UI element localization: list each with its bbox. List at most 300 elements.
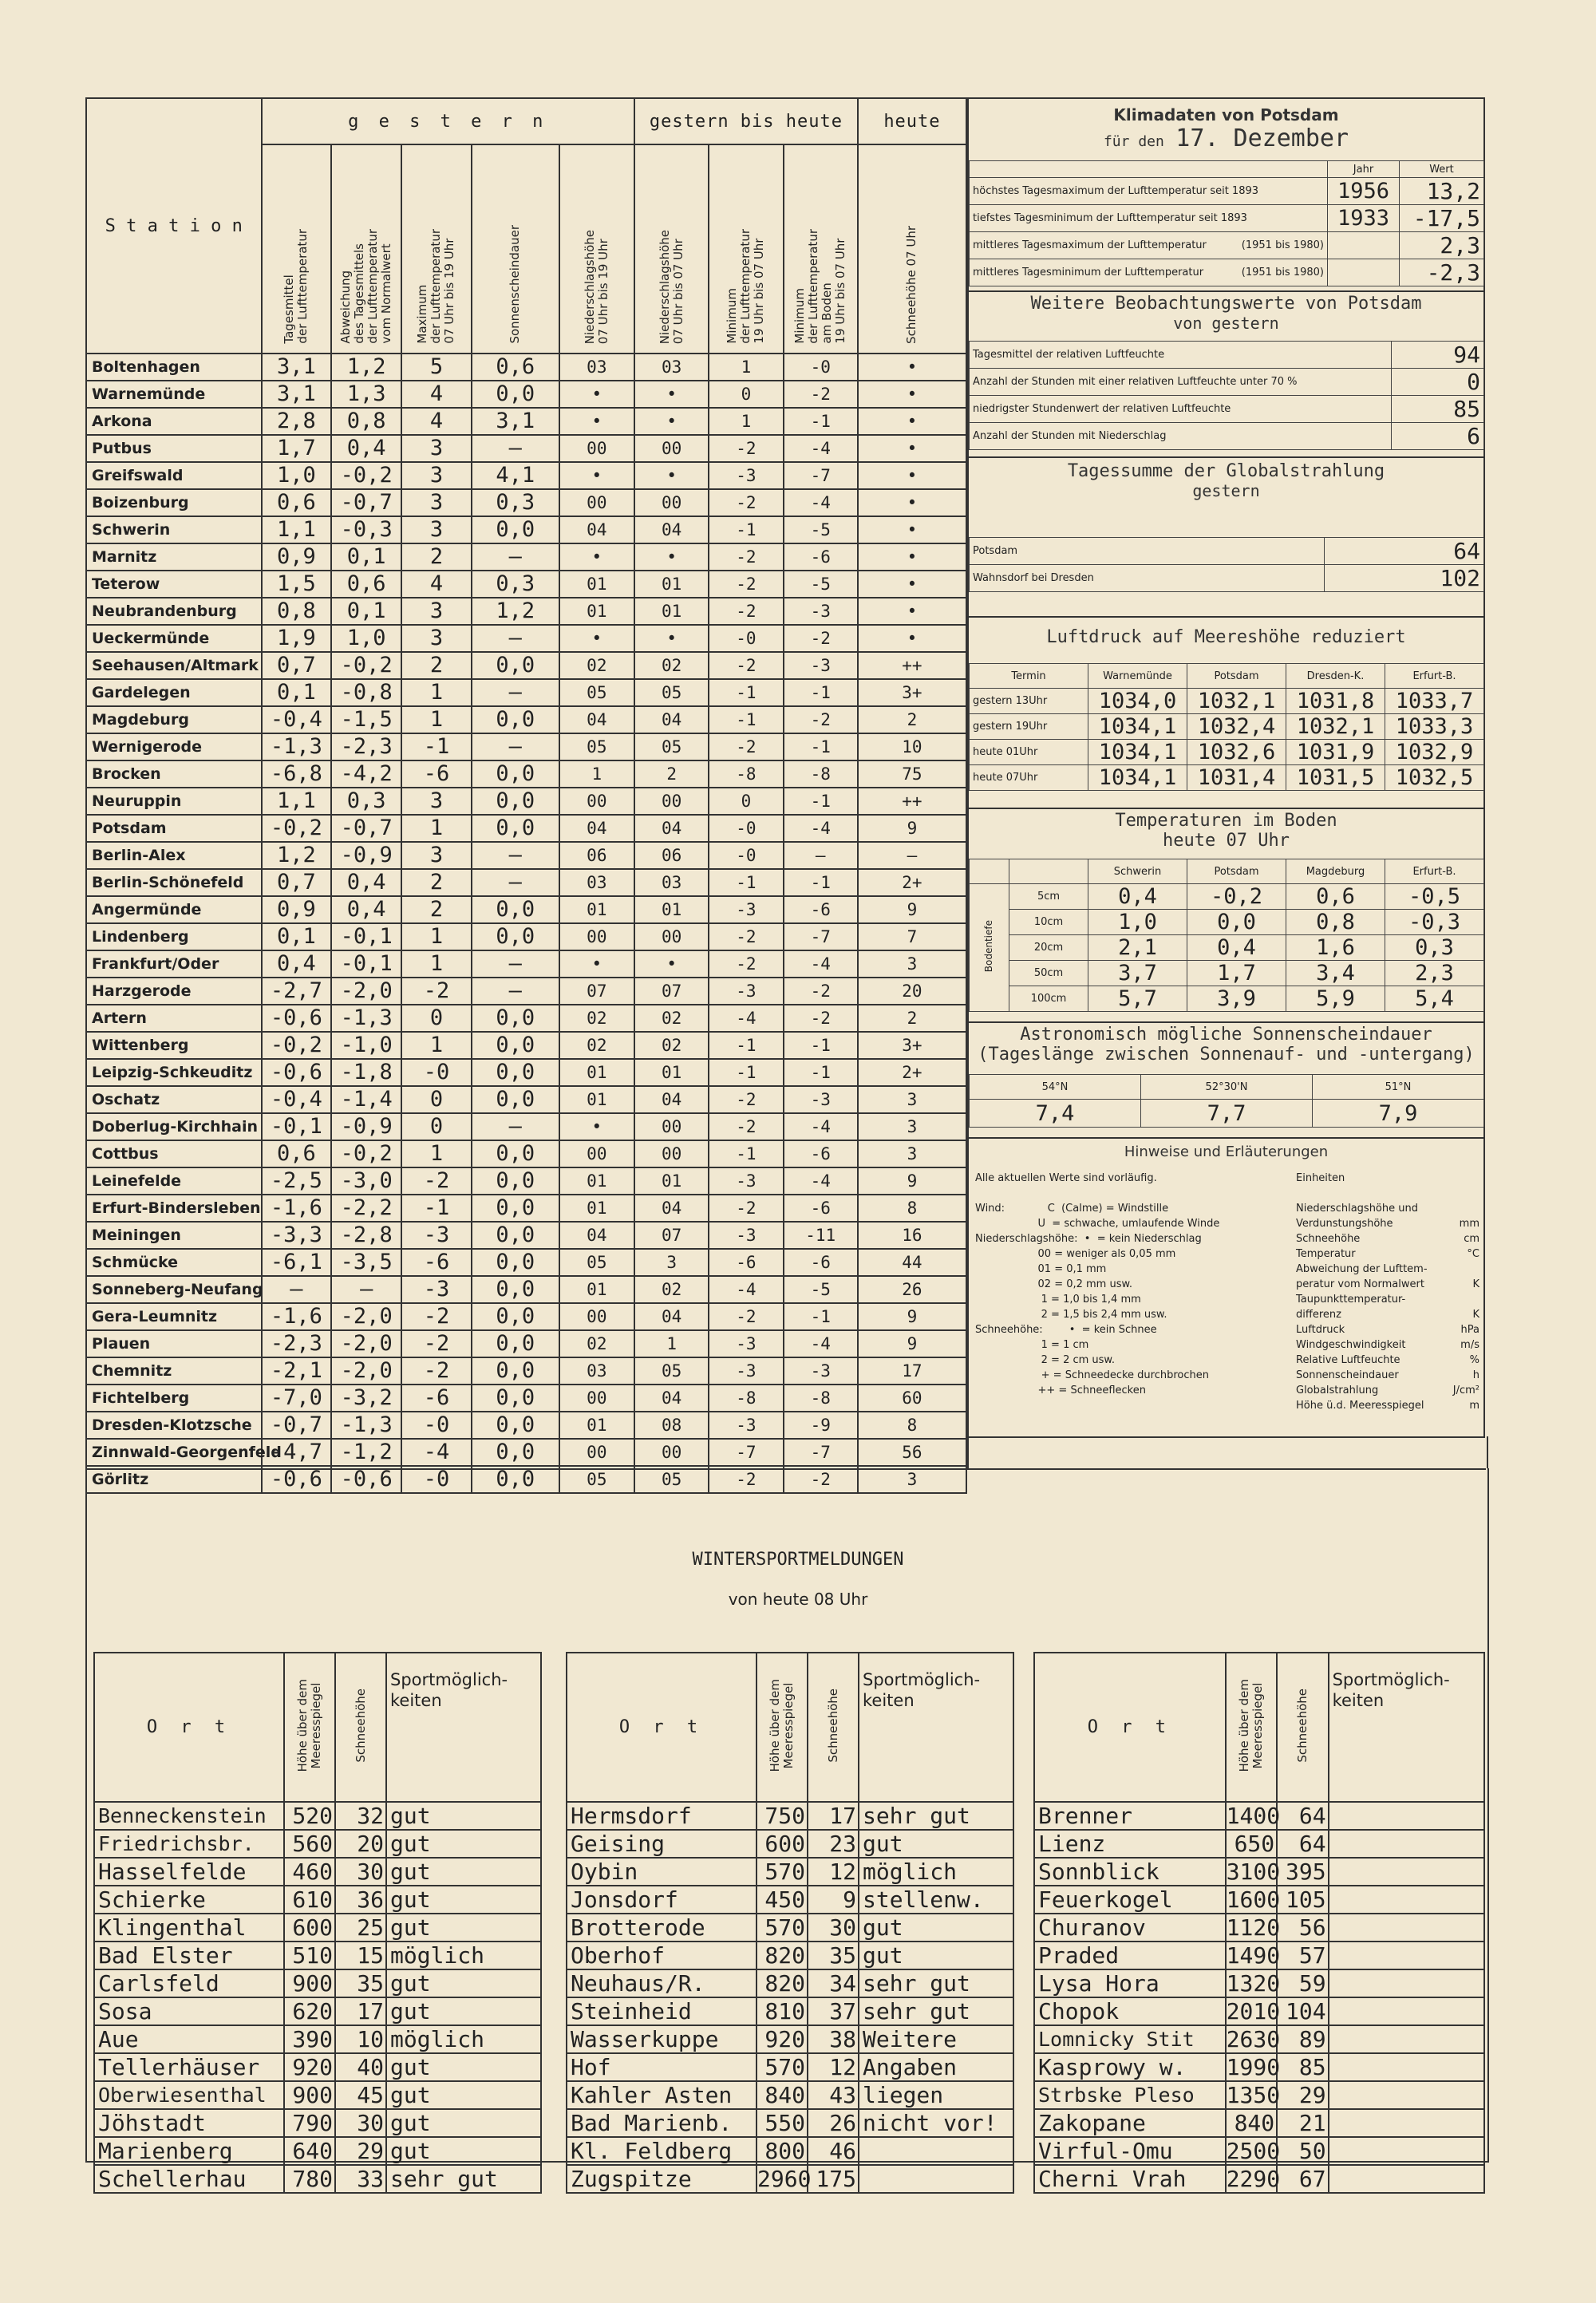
station-value: • — [634, 543, 709, 571]
table-row — [86, 896, 966, 923]
station-value: 02 — [634, 1276, 709, 1303]
winter-col-ort: O r t — [567, 1653, 757, 1802]
station-name: Erfurt-Bindersleben — [86, 1195, 262, 1222]
winter-sport: sehr gut — [859, 1969, 1013, 1997]
column-header-label: Niederschlagshöhe 07 Uhr bis 19 Uhr — [582, 229, 610, 344]
station-value: -0,2 — [331, 462, 401, 489]
station-value: — — [472, 869, 559, 896]
station-value: 4 — [401, 571, 472, 598]
weitere-table — [969, 341, 1484, 450]
winter-schnee: 50 — [1277, 2137, 1328, 2165]
station-value: 05 — [559, 1466, 634, 1493]
station-value: -1 — [784, 869, 858, 896]
winter-col-ort: O r t — [1034, 1653, 1226, 1802]
station-value: 10 — [858, 733, 966, 760]
boden-value: 1,7 — [1187, 961, 1286, 986]
station-value: -1 — [401, 1195, 472, 1222]
station-name: Angermünde — [86, 896, 262, 923]
table-row — [86, 598, 966, 625]
station-value: 00 — [559, 1140, 634, 1167]
station-name: Oschatz — [86, 1086, 262, 1113]
hinweise-line: 1 = 1 cm — [975, 1339, 1089, 1351]
station-value: -2 — [784, 1466, 858, 1493]
sonnen-value: 7,4 — [970, 1100, 1141, 1128]
winter-sport: gut — [859, 1914, 1013, 1942]
einheit-label: Luftdruck — [1296, 1324, 1345, 1336]
station-value: 3 — [401, 842, 472, 869]
station-value: 01 — [559, 1276, 634, 1303]
winter-ort: Tellerhäuser — [94, 2053, 284, 2081]
station-value: 08 — [634, 1412, 709, 1439]
winter-hoehe: 610 — [284, 1886, 335, 1914]
luftdruck-value: 1033,3 — [1385, 714, 1484, 740]
station-value: 0 — [401, 1113, 472, 1140]
luftdruck-header: Potsdam — [1187, 664, 1286, 689]
column-header-3 — [401, 144, 472, 354]
winter-sport: sehr gut — [859, 1802, 1013, 1830]
einheit-row — [1296, 1307, 1479, 1322]
table-row — [86, 462, 966, 489]
station-value: 00 — [634, 1439, 709, 1466]
station-value: 0,1 — [331, 598, 401, 625]
winter-hoehe: 390 — [284, 2025, 335, 2053]
table-row — [567, 1830, 1013, 1858]
station-value: • — [559, 462, 634, 489]
station-value: -1,5 — [331, 706, 401, 733]
station-value: 1 — [401, 923, 472, 950]
einheit-unit: K — [1472, 1278, 1479, 1290]
station-value: 75 — [858, 760, 966, 788]
station-value: 0,0 — [472, 1357, 559, 1385]
station-value: — — [262, 1276, 332, 1303]
station-value: 0,6 — [331, 571, 401, 598]
winter-ort: Hof — [567, 2053, 757, 2081]
station-value: 03 — [634, 354, 709, 381]
station-value: 0,0 — [472, 896, 559, 923]
station-value: -0,1 — [331, 923, 401, 950]
station-value: 56 — [858, 1439, 966, 1466]
winter-schnee: 67 — [1277, 2165, 1328, 2193]
station-value: -2 — [709, 543, 783, 571]
station-value: -6 — [784, 896, 858, 923]
station-value: • — [858, 571, 966, 598]
station-value: -0,7 — [331, 489, 401, 516]
luftdruck-value: 1034,0 — [1088, 689, 1187, 714]
station-value: 1,0 — [331, 625, 401, 652]
column-header-1 — [262, 144, 332, 354]
winter-schnee: 35 — [335, 1969, 386, 1997]
winter-ort: Praded — [1034, 1942, 1226, 1969]
einheit-row — [1296, 1231, 1479, 1246]
winter-sport — [1329, 1830, 1484, 1858]
station-value: -3,0 — [331, 1167, 401, 1195]
station-value: -8 — [709, 1385, 783, 1412]
table-row — [86, 1140, 966, 1167]
boden-side-text: Bodentiefe — [983, 919, 994, 973]
winter-ort: Steinheid — [567, 1997, 757, 2025]
winter-hoehe: 820 — [757, 1942, 808, 1969]
station-value: 04 — [634, 516, 709, 543]
table-row — [567, 1914, 1013, 1942]
station-value: -2,5 — [262, 1167, 332, 1195]
station-value: -2,3 — [331, 733, 401, 760]
einheit-unit: °C — [1467, 1248, 1479, 1260]
station-value: -1,2 — [331, 1439, 401, 1466]
winter-col-hoehe — [284, 1653, 335, 1802]
table-row — [86, 1195, 966, 1222]
station-value: 2 — [634, 760, 709, 788]
winter-ort: Aue — [94, 2025, 284, 2053]
winter-schnee: 36 — [335, 1886, 386, 1914]
winter-sport — [1329, 1886, 1484, 1914]
station-value: — — [472, 679, 559, 706]
station-value: — — [472, 842, 559, 869]
station-value: -3 — [709, 896, 783, 923]
station-value: 1,7 — [262, 435, 332, 462]
table-row — [1034, 2137, 1484, 2165]
station-value: — — [472, 733, 559, 760]
winter-hoehe: 570 — [757, 1858, 808, 1886]
station-value: 0,0 — [472, 516, 559, 543]
einheit-row — [1296, 1216, 1479, 1231]
winter-schnee: 23 — [808, 1830, 859, 1858]
station-value: • — [634, 381, 709, 408]
winter-schnee: 46 — [808, 2137, 859, 2165]
table-row — [86, 1167, 966, 1195]
station-value: -1,6 — [262, 1303, 332, 1330]
winter-sport: gut — [859, 1942, 1013, 1969]
station-value: — — [472, 435, 559, 462]
station-value: 0,3 — [331, 788, 401, 815]
station-value: 1 — [709, 354, 783, 381]
weitere-value: 0 — [1392, 369, 1484, 396]
hinweise-left-notes — [975, 1171, 1302, 1398]
station-value: 0,0 — [472, 788, 559, 815]
boden-box — [967, 808, 1485, 1023]
hinweise-line: Wind: C (Calme) = Windstille — [975, 1203, 1169, 1215]
station-value: -0,2 — [331, 1140, 401, 1167]
winter-hoehe: 920 — [284, 2053, 335, 2081]
station-value: 3+ — [858, 679, 966, 706]
station-value: 0,3 — [472, 489, 559, 516]
station-name: Neubrandenburg — [86, 598, 262, 625]
station-value: 00 — [559, 489, 634, 516]
luftdruck-termin: heute 07Uhr — [970, 765, 1088, 791]
station-value: 3,1 — [262, 381, 332, 408]
table-row — [94, 1830, 541, 1858]
station-value: 3 — [634, 1249, 709, 1276]
station-value: -3 — [784, 1357, 858, 1385]
boden-depth: 100cm — [1009, 986, 1088, 1012]
weitere-label: niedrigster Stundenwert der relativen Luftfeuchte — [970, 396, 1392, 423]
station-name: Chemnitz — [86, 1357, 262, 1385]
winter-schnee: 34 — [808, 1969, 859, 1997]
station-value: — — [472, 625, 559, 652]
station-value: • — [858, 598, 966, 625]
station-value: -4 — [784, 435, 858, 462]
station-value: -3,3 — [262, 1222, 332, 1249]
table-row — [94, 2081, 541, 2109]
station-value: -3 — [709, 978, 783, 1005]
station-value: -0,6 — [262, 1005, 332, 1032]
station-value: -2,0 — [331, 1303, 401, 1330]
station-value: -4 — [401, 1439, 472, 1466]
winter-col-schnee-label: Schneehöhe — [353, 1689, 368, 1763]
einheit-label: Abweichung der Lufttem- — [1296, 1263, 1428, 1275]
luftdruck-header: Dresden-K. — [1286, 664, 1385, 689]
group-header-gestern-bis-heute: gestern bis heute — [634, 98, 858, 144]
luftdruck-value: 1032,4 — [1187, 714, 1286, 740]
column-header-label: Minimum der Lufttemperatur am Boden 19 Uhr bis 07 Uhr — [792, 229, 848, 344]
station-value: -2 — [709, 1466, 783, 1493]
station-value: 0,0 — [472, 1330, 559, 1357]
station-value: -1,4 — [331, 1086, 401, 1113]
station-value: 05 — [634, 1357, 709, 1385]
wintersport-title: WINTERSPORTMELDUNGEN — [692, 1550, 904, 1570]
station-value: 0,0 — [472, 1140, 559, 1167]
winter-ort: Sonnblick — [1034, 1858, 1226, 1886]
station-value: -8 — [784, 1385, 858, 1412]
table-row — [567, 1858, 1013, 1886]
winter-schnee: 64 — [1277, 1830, 1328, 1858]
station-value: -3 — [401, 1222, 472, 1249]
klima-jahr — [1328, 259, 1400, 286]
boden-value: 0,3 — [1385, 935, 1484, 961]
table-row — [567, 2165, 1013, 2193]
station-name: Frankfurt/Oder — [86, 950, 262, 978]
table-row — [970, 765, 1484, 791]
einheiten-title: Einheiten — [1296, 1172, 1345, 1184]
station-value: 07 — [634, 978, 709, 1005]
winter-hoehe: 900 — [284, 1969, 335, 1997]
station-value: -7 — [784, 1439, 858, 1466]
station-value: 5 — [401, 354, 472, 381]
boden-depth: 5cm — [1009, 884, 1088, 910]
winter-schnee: 21 — [1277, 2109, 1328, 2137]
einheit-label: Relative Luftfeuchte — [1296, 1354, 1400, 1366]
klima-period: (1951 bis 1980) — [1241, 267, 1324, 278]
station-value: -7 — [784, 462, 858, 489]
station-value: — — [858, 842, 966, 869]
klima-wert: 13,2 — [1400, 178, 1484, 205]
winter-hoehe: 920 — [757, 2025, 808, 2053]
group-header-gestern: g e s t e r n — [262, 98, 635, 144]
station-value: • — [559, 1113, 634, 1140]
table-row — [86, 842, 966, 869]
weitere-subtitle: von gestern — [1173, 314, 1279, 333]
boden-header: Magdeburg — [1286, 859, 1385, 884]
boden-value: 0,6 — [1286, 884, 1385, 910]
station-value: 3 — [858, 1466, 966, 1493]
station-value: 1 — [709, 408, 783, 435]
station-value: -4 — [784, 489, 858, 516]
table-row — [970, 910, 1484, 935]
column-header-6 — [634, 144, 709, 354]
boden-subtitle: heute 07 Uhr — [1163, 831, 1290, 851]
station-value: -2,1 — [262, 1357, 332, 1385]
winter-hoehe: 640 — [284, 2137, 335, 2165]
boden-value: 5,4 — [1385, 986, 1484, 1012]
station-value: 0,9 — [262, 543, 332, 571]
winter-sport — [1329, 2137, 1484, 2165]
station-value: -2 — [709, 950, 783, 978]
wintersport-table-2 — [566, 1652, 1014, 2194]
luftdruck-value: 1032,6 — [1187, 740, 1286, 765]
table-row — [94, 2137, 541, 2165]
station-value: 0,0 — [472, 1412, 559, 1439]
boden-value: 2,3 — [1385, 961, 1484, 986]
boden-value: 3,9 — [1187, 986, 1286, 1012]
station-value: 3 — [401, 435, 472, 462]
station-name: Görlitz — [86, 1466, 262, 1493]
sonnen-table — [969, 1074, 1484, 1128]
station-value: 0,0 — [472, 1059, 559, 1086]
station-value: -1,8 — [331, 1059, 401, 1086]
global-title: Tagessumme der Globalstrahlung — [1067, 461, 1385, 481]
station-value: 0 — [709, 788, 783, 815]
winter-schnee: 35 — [808, 1942, 859, 1969]
station-value: 00 — [634, 923, 709, 950]
global-label: Potsdam — [970, 538, 1325, 565]
station-value: -0,2 — [331, 652, 401, 679]
station-value: 4,1 — [472, 462, 559, 489]
station-value: -6 — [401, 760, 472, 788]
station-value: -2 — [709, 598, 783, 625]
station-table — [85, 97, 967, 1494]
table-row — [94, 1914, 541, 1942]
station-value: 1,5 — [262, 571, 332, 598]
winter-header-row — [567, 1653, 1013, 1802]
station-value: 1,2 — [331, 354, 401, 381]
boden-value: -0,3 — [1385, 910, 1484, 935]
global-value: 102 — [1325, 565, 1484, 592]
table-row — [86, 815, 966, 842]
station-value: -1 — [784, 1303, 858, 1330]
table-row — [970, 935, 1484, 961]
station-value: 0,0 — [472, 381, 559, 408]
station-value: 0,0 — [472, 1086, 559, 1113]
station-value: 1 — [401, 706, 472, 733]
station-value: • — [858, 625, 966, 652]
left-frame-gap — [85, 1436, 969, 1468]
winter-schnee: 85 — [1277, 2053, 1328, 2081]
einheit-label: Sonnenscheindauer — [1296, 1369, 1399, 1381]
station-value: -6 — [401, 1249, 472, 1276]
winter-ort: Jöhstadt — [94, 2109, 284, 2137]
station-value: -6,8 — [262, 760, 332, 788]
winter-ort: Churanov — [1034, 1914, 1226, 1942]
station-value: 2 — [401, 896, 472, 923]
station-value: -1 — [709, 1059, 783, 1086]
winter-hoehe: 600 — [757, 1830, 808, 1858]
table-row — [86, 923, 966, 950]
station-value: 1 — [559, 760, 634, 788]
station-value: -0,7 — [331, 815, 401, 842]
winter-schnee: 175 — [808, 2165, 859, 2193]
sonnen-value: 7,9 — [1313, 1100, 1484, 1128]
einheit-row — [1296, 1368, 1479, 1383]
column-header-label: Sonnenscheindauer — [508, 225, 523, 344]
station-value: -3 — [709, 1167, 783, 1195]
station-name: Berlin-Alex — [86, 842, 262, 869]
station-value: 2 — [858, 706, 966, 733]
einheit-row — [1296, 1246, 1479, 1262]
table-row — [567, 2081, 1013, 2109]
station-value: -6,1 — [262, 1249, 332, 1276]
station-value: 3,1 — [262, 354, 332, 381]
einheit-unit: m — [1469, 1400, 1479, 1412]
station-value: -6 — [401, 1385, 472, 1412]
winter-hoehe: 750 — [757, 1802, 808, 1830]
station-value: -4,2 — [331, 760, 401, 788]
station-name: Artern — [86, 1005, 262, 1032]
station-value: -3,5 — [331, 1249, 401, 1276]
station-value: -3 — [784, 598, 858, 625]
station-name: Marnitz — [86, 543, 262, 571]
winter-schnee: 29 — [335, 2137, 386, 2165]
station-value: -1 — [709, 1140, 783, 1167]
einheit-row — [1296, 1262, 1479, 1277]
station-value: — — [472, 1113, 559, 1140]
winter-ort: Sosa — [94, 1997, 284, 2025]
weitere-label: Anzahl der Stunden mit einer relativen Luftfeuchte unter 70 % — [970, 369, 1392, 396]
winter-schnee: 20 — [335, 1830, 386, 1858]
einheit-unit: m/s — [1460, 1339, 1479, 1351]
station-value: 0,0 — [472, 760, 559, 788]
einheit-label: Verdunstungshöhe — [1296, 1218, 1393, 1230]
table-row — [86, 869, 966, 896]
station-value: -7,0 — [262, 1385, 332, 1412]
station-value: 04 — [559, 516, 634, 543]
einheit-unit: cm — [1464, 1233, 1479, 1245]
winter-ort: Kasprowy w. — [1034, 2053, 1226, 2081]
table-row — [970, 342, 1484, 369]
winter-sport — [1329, 2025, 1484, 2053]
station-value: 01 — [559, 598, 634, 625]
table-row — [86, 1303, 966, 1330]
station-value: 3 — [858, 1140, 966, 1167]
station-value: 0,4 — [262, 950, 332, 978]
station-value: -0 — [709, 815, 783, 842]
winter-hoehe: 570 — [757, 1914, 808, 1942]
winter-hoehe: 780 — [284, 2165, 335, 2193]
winter-sport: gut — [386, 1858, 541, 1886]
table-row — [86, 489, 966, 516]
table-row — [94, 1802, 541, 1830]
winter-sport: möglich — [386, 1942, 541, 1969]
boden-value: 3,7 — [1088, 961, 1187, 986]
station-value: — — [331, 1276, 401, 1303]
sonnen-header: 51°N — [1313, 1075, 1484, 1100]
table-row — [86, 1276, 966, 1303]
luftdruck-header: Erfurt-B. — [1385, 664, 1484, 689]
boden-header: Erfurt-B. — [1385, 859, 1484, 884]
sonnen-header: 52°30'N — [1141, 1075, 1313, 1100]
klima-label — [970, 232, 1328, 259]
winter-schnee: 33 — [335, 2165, 386, 2193]
winter-ort: Schierke — [94, 1886, 284, 1914]
station-value: 3 — [401, 788, 472, 815]
wintersport-table-1 — [93, 1652, 542, 2194]
station-value: • — [559, 381, 634, 408]
table-row — [86, 354, 966, 381]
station-value: -3 — [784, 652, 858, 679]
column-header-label: Tagesmittel der Lufttemperatur — [282, 229, 310, 344]
einheit-label: Höhe ü.d. Meeresspiegel — [1296, 1400, 1424, 1412]
luftdruck-value: 1032,1 — [1286, 714, 1385, 740]
winter-ort: Carlsfeld — [94, 1969, 284, 1997]
station-value: -3 — [709, 1412, 783, 1439]
